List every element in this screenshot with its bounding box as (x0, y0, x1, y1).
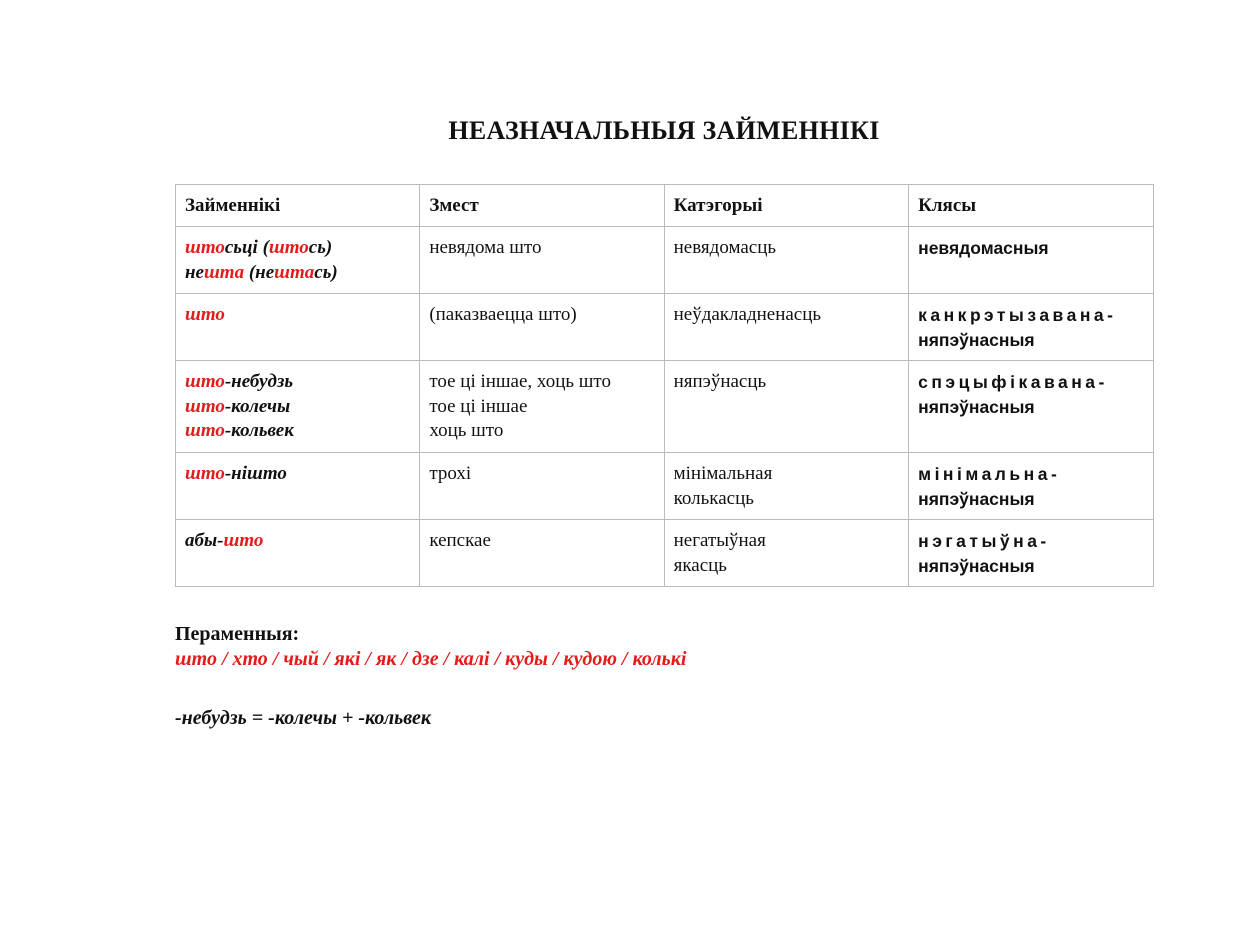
header-pronouns: Займеннікі (176, 185, 420, 227)
pronoun-cell (176, 294, 420, 361)
meaning-line: хоць што (429, 420, 504, 441)
pronoun-root: што (185, 395, 225, 417)
table-header-row (176, 185, 1154, 227)
meaning-line: трохі (429, 463, 472, 484)
class-line: няпэўнасныя (918, 555, 1035, 576)
pronoun-root: што (268, 237, 309, 258)
meaning-line: тое ці іншае (429, 395, 528, 417)
variables-label: Пераменныя: (175, 623, 300, 645)
category-cell (664, 361, 909, 453)
pronoun-root: што (185, 304, 225, 325)
meaning-cell (420, 227, 664, 294)
category-line: невядомасць (673, 237, 777, 258)
pronoun-root: што (185, 237, 225, 258)
pronoun-affix: -нішто (224, 463, 287, 484)
class-line: няпэўнасныя (918, 329, 1035, 350)
pronoun-root: што (223, 530, 264, 551)
header-classes: Клясы (909, 185, 1154, 227)
category-cell (664, 520, 909, 587)
meaning-cell (420, 294, 664, 361)
header-categories: Катэгорыі (664, 185, 909, 227)
class-line: канкрэтызавана- (918, 305, 1117, 325)
category-line: колькасць (673, 487, 754, 509)
pronoun-root: шта (203, 261, 245, 283)
meaning-line: кепскае (429, 530, 491, 551)
pronoun-affix: -небудзь (224, 371, 294, 392)
table-row (176, 294, 1154, 361)
meaning-line: (паказваецца што) (429, 304, 577, 325)
page-title: НЕАЗНАЧАЛЬНЫЯ ЗАЙМЕННІКІ (448, 116, 880, 145)
category-line: неўдакладненасць (673, 304, 822, 325)
class-line: невядомасныя (918, 238, 1049, 258)
class-line: спэцыфікавана- (918, 372, 1108, 392)
class-cell (909, 294, 1154, 361)
class-line: няпэўнасныя (918, 396, 1035, 417)
pronoun-affix: (не (244, 261, 275, 283)
category-line: негатыўная (673, 530, 766, 551)
class-cell (909, 520, 1154, 587)
pronoun-line (185, 370, 411, 395)
pronoun-line (185, 529, 411, 554)
category-line: мінімальная (673, 463, 773, 484)
class-cell (909, 361, 1154, 453)
class-cell (909, 453, 1154, 520)
pronoun-affix: сь) (314, 261, 338, 283)
pronouns-table (175, 184, 1154, 587)
meaning-cell (420, 453, 664, 520)
table-body (176, 227, 1154, 587)
pronoun-line (185, 395, 411, 420)
class-line: няпэўнасныя (918, 488, 1035, 509)
variables-list: што / хто / чый / які / як / дзе / калі / куды / кудою / колькі (175, 648, 687, 670)
pronoun-affix: -кольвек (224, 420, 294, 441)
category-cell (664, 294, 909, 361)
pronoun-cell (176, 361, 420, 453)
pronoun-line (185, 261, 411, 286)
table-row (176, 227, 1154, 294)
class-cell (909, 227, 1154, 294)
pronoun-line (185, 419, 411, 444)
pronoun-affix: -колечы (224, 395, 291, 417)
table-row (176, 453, 1154, 520)
pronoun-line (185, 236, 411, 261)
meaning-line: тое ці іншае, хоць што (429, 371, 611, 392)
category-line: якасць (673, 554, 727, 576)
pronoun-affix: абы- (185, 530, 224, 551)
pronoun-cell (176, 227, 420, 294)
table-row (176, 361, 1154, 453)
category-cell (664, 453, 909, 520)
pronoun-root: што (185, 420, 225, 441)
category-line: няпэўнасць (673, 371, 767, 392)
class-line: нэгатыўна- (918, 531, 1050, 551)
pronoun-cell (176, 520, 420, 587)
header-meaning: Змест (420, 185, 664, 227)
meaning-cell (420, 520, 664, 587)
class-line: мінімальна- (918, 464, 1061, 484)
pronoun-affix: сьці ( (224, 237, 269, 258)
pronoun-cell (176, 453, 420, 520)
formula: -небудзь = -колечы + -кольвек (175, 707, 432, 729)
pronoun-affix: не (185, 261, 204, 283)
category-cell (664, 227, 909, 294)
pronoun-root: што (185, 463, 225, 484)
table-row (176, 520, 1154, 587)
pronoun-root: што (185, 371, 225, 392)
meaning-cell (420, 361, 664, 453)
pronoun-line (185, 462, 411, 487)
pronoun-root: шта (274, 261, 315, 283)
pronoun-line (185, 303, 411, 328)
meaning-line: невядома што (429, 237, 542, 258)
pronoun-affix: сь) (308, 237, 333, 258)
